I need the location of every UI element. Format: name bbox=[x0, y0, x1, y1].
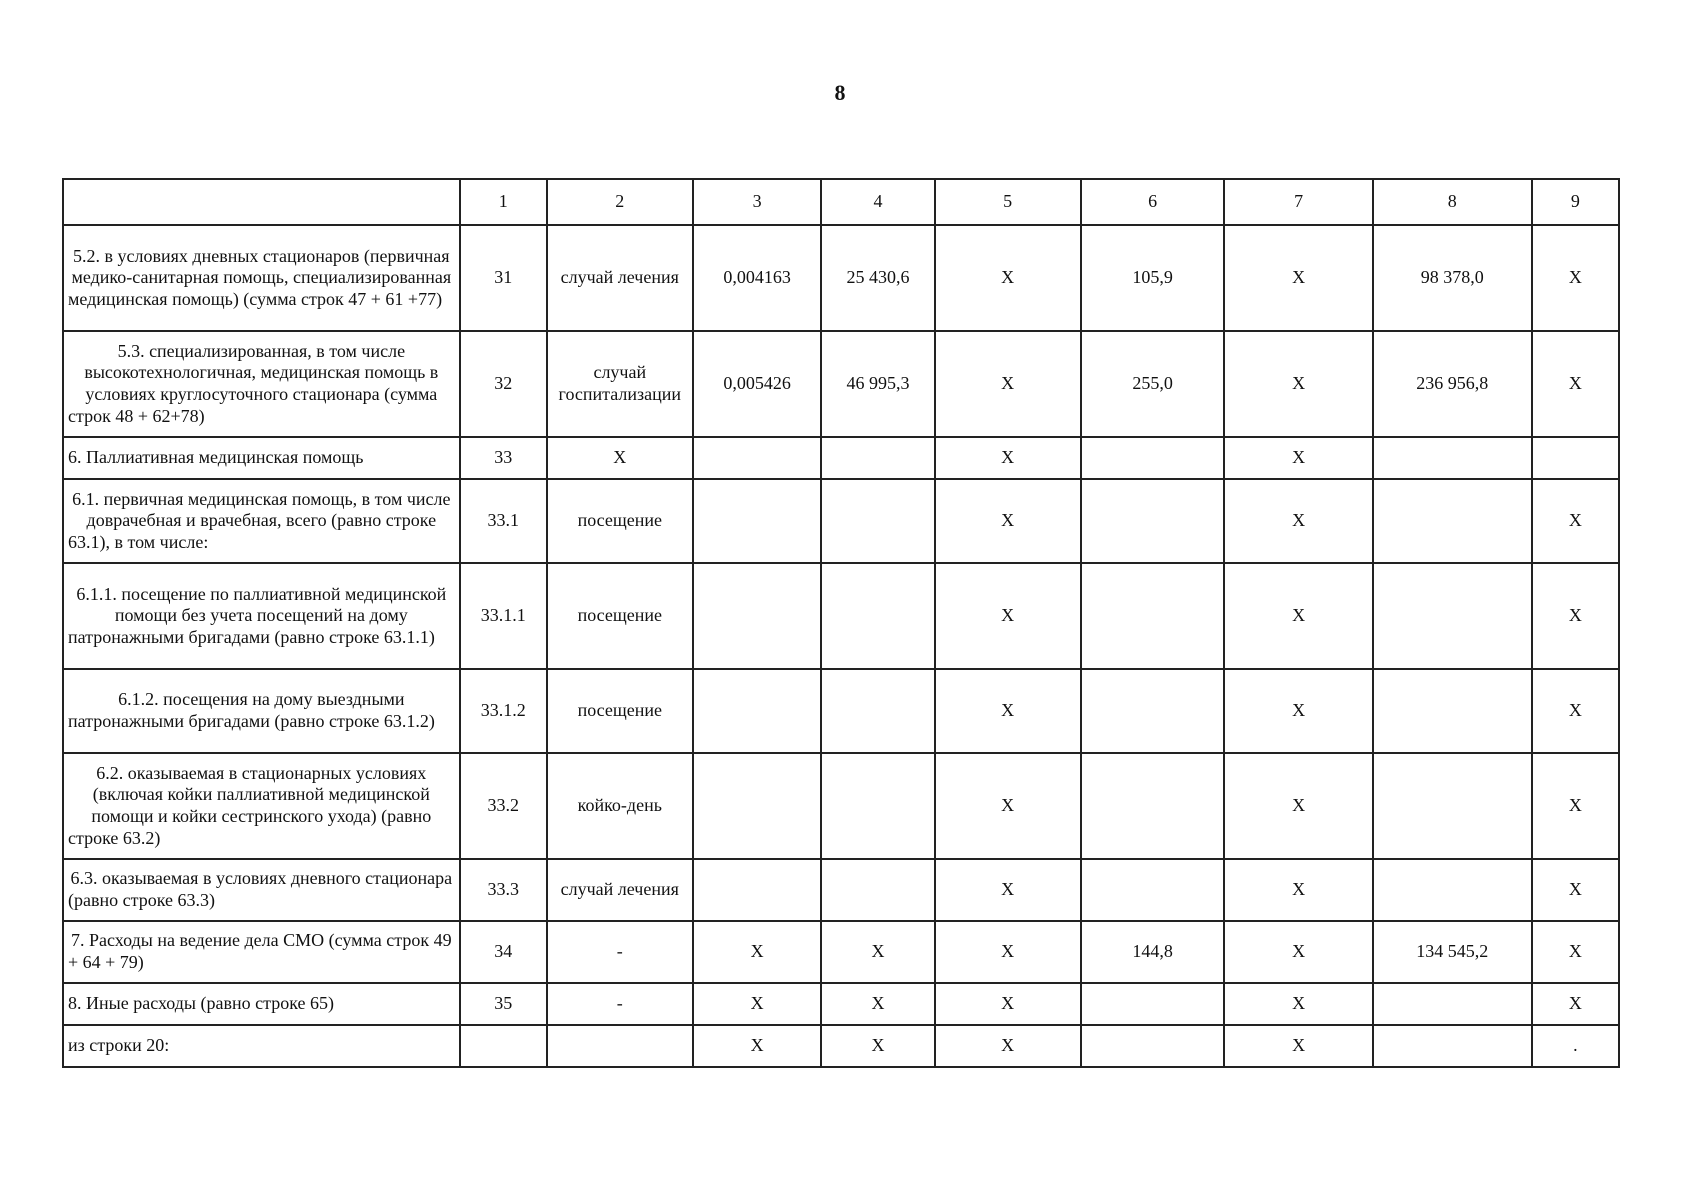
table-cell: X bbox=[1532, 669, 1619, 753]
header-cell: 3 bbox=[693, 179, 822, 225]
table-cell bbox=[1081, 563, 1225, 669]
budget-table bbox=[62, 178, 1620, 1068]
table-cell bbox=[1373, 983, 1532, 1025]
header-cell bbox=[63, 179, 460, 225]
table-row bbox=[63, 921, 1619, 983]
table-cell: 35 bbox=[460, 983, 547, 1025]
table-cell: X bbox=[1224, 1025, 1372, 1067]
table-row bbox=[63, 983, 1619, 1025]
table-cell: X bbox=[1224, 859, 1372, 921]
table-cell bbox=[1373, 437, 1532, 479]
table-cell: X bbox=[1224, 225, 1372, 331]
table-cell: X bbox=[693, 1025, 822, 1067]
table-cell: X bbox=[821, 983, 934, 1025]
table-cell: X bbox=[1224, 331, 1372, 437]
table-cell: X bbox=[1532, 479, 1619, 563]
table-cell: 25 430,6 bbox=[821, 225, 934, 331]
table-cell bbox=[1081, 479, 1225, 563]
table-row bbox=[63, 1025, 1619, 1067]
row-label-cell: 8. Иные расходы (равно строке 65) bbox=[63, 983, 460, 1025]
table-cell bbox=[1373, 479, 1532, 563]
table-cell: - bbox=[547, 983, 693, 1025]
table-cell: 0,004163 bbox=[693, 225, 822, 331]
row-label-cell: 6.3. оказываемая в условиях дневного стационара (равно строке 63.3) bbox=[63, 859, 460, 921]
table-cell: X bbox=[935, 437, 1081, 479]
table-cell: случай госпитализации bbox=[547, 331, 693, 437]
table-cell: 0,005426 bbox=[693, 331, 822, 437]
table-cell bbox=[460, 1025, 547, 1067]
table-cell: 33.3 bbox=[460, 859, 547, 921]
header-row bbox=[63, 179, 1619, 225]
table-cell bbox=[693, 563, 822, 669]
table-cell bbox=[1081, 983, 1225, 1025]
header-cell: 4 bbox=[821, 179, 934, 225]
table-cell: 33.1.1 bbox=[460, 563, 547, 669]
table-cell: X bbox=[1532, 859, 1619, 921]
table-row bbox=[63, 859, 1619, 921]
table-cell: X bbox=[1532, 331, 1619, 437]
table-cell: X bbox=[1532, 921, 1619, 983]
table-cell bbox=[1081, 753, 1225, 859]
header-cell: 2 bbox=[547, 179, 693, 225]
table-cell: 144,8 bbox=[1081, 921, 1225, 983]
table-cell: X bbox=[693, 983, 822, 1025]
table-row bbox=[63, 669, 1619, 753]
table-cell bbox=[821, 669, 934, 753]
table-cell: X bbox=[1224, 921, 1372, 983]
table-cell: посещение bbox=[547, 563, 693, 669]
table-row bbox=[63, 563, 1619, 669]
table-cell: 236 956,8 bbox=[1373, 331, 1532, 437]
table-cell: X bbox=[1224, 479, 1372, 563]
table-cell bbox=[693, 479, 822, 563]
row-label-cell: из строки 20: bbox=[63, 1025, 460, 1067]
table-cell bbox=[821, 437, 934, 479]
row-label-cell: 6. Паллиативная медицинская помощь bbox=[63, 437, 460, 479]
table-cell bbox=[1081, 859, 1225, 921]
table-cell: 31 bbox=[460, 225, 547, 331]
table-cell: X bbox=[1224, 669, 1372, 753]
table-cell: X bbox=[1532, 225, 1619, 331]
table-cell bbox=[1081, 669, 1225, 753]
table-cell: случай лечения bbox=[547, 859, 693, 921]
table-cell: 34 bbox=[460, 921, 547, 983]
table-cell bbox=[1373, 859, 1532, 921]
table-cell bbox=[1373, 563, 1532, 669]
table-cell: X bbox=[1532, 983, 1619, 1025]
table-cell: X bbox=[935, 753, 1081, 859]
table-cell: посещение bbox=[547, 669, 693, 753]
row-label-cell: 6.1.1. посещение по паллиативной медицинской помощи без учета посещений на дому патронажными бригадами (равно строке 63.1.1) bbox=[63, 563, 460, 669]
table-cell: X bbox=[1224, 753, 1372, 859]
table-cell: 46 995,3 bbox=[821, 331, 934, 437]
table-cell: X bbox=[1532, 563, 1619, 669]
row-label-cell: 7. Расходы на ведение дела СМО (сумма строк 49 + 64 + 79) bbox=[63, 921, 460, 983]
table-cell: случай лечения bbox=[547, 225, 693, 331]
row-label-cell: 6.1.2. посещения на дому выездными патронажными бригадами (равно строке 63.1.2) bbox=[63, 669, 460, 753]
table-cell bbox=[821, 859, 934, 921]
table-cell: 134 545,2 bbox=[1373, 921, 1532, 983]
table-cell bbox=[693, 859, 822, 921]
table-cell: X bbox=[1224, 983, 1372, 1025]
table-cell: X bbox=[821, 1025, 934, 1067]
table-cell bbox=[821, 479, 934, 563]
table-cell: X bbox=[935, 331, 1081, 437]
table-cell: посещение bbox=[547, 479, 693, 563]
table-cell: 255,0 bbox=[1081, 331, 1225, 437]
table-cell: X bbox=[821, 921, 934, 983]
table-cell: X bbox=[547, 437, 693, 479]
table-cell bbox=[1373, 753, 1532, 859]
table-cell bbox=[821, 753, 934, 859]
table-row bbox=[63, 479, 1619, 563]
table-cell: X bbox=[935, 921, 1081, 983]
table-cell: 33.1 bbox=[460, 479, 547, 563]
table-cell: 32 bbox=[460, 331, 547, 437]
table-cell: X bbox=[935, 479, 1081, 563]
table-cell: X bbox=[1224, 563, 1372, 669]
table-cell bbox=[1081, 1025, 1225, 1067]
table-cell bbox=[1532, 437, 1619, 479]
table-cell bbox=[821, 563, 934, 669]
row-label-cell: 5.3. специализированная, в том числе высокотехнологичная, медицинская помощь в условиях круглосуточного стационара (сумма строк 48 + 62+78) bbox=[63, 331, 460, 437]
table-cell: X bbox=[935, 563, 1081, 669]
table-cell bbox=[1373, 1025, 1532, 1067]
table-cell: X bbox=[935, 859, 1081, 921]
table-cell bbox=[693, 437, 822, 479]
table-cell: койко-день bbox=[547, 753, 693, 859]
row-label-cell: 6.2. оказываемая в стационарных условиях (включая койки паллиативной медицинской помощи и койки сестринского ухода) (равно строке 63.2) bbox=[63, 753, 460, 859]
table-cell bbox=[693, 669, 822, 753]
table-cell: 33 bbox=[460, 437, 547, 479]
table-row bbox=[63, 331, 1619, 437]
table-cell: 105,9 bbox=[1081, 225, 1225, 331]
table-cell: X bbox=[693, 921, 822, 983]
table-cell: . bbox=[1532, 1025, 1619, 1067]
table-cell bbox=[547, 1025, 693, 1067]
table-row bbox=[63, 225, 1619, 331]
table-cell: X bbox=[935, 983, 1081, 1025]
table-cell: X bbox=[1532, 753, 1619, 859]
table-cell: X bbox=[935, 225, 1081, 331]
table-cell: 33.2 bbox=[460, 753, 547, 859]
table-cell: X bbox=[935, 1025, 1081, 1067]
header-cell: 1 bbox=[460, 179, 547, 225]
row-label-cell: 5.2. в условиях дневных стационаров (первичная медико-санитарная помощь, специализированная медицинская помощь) (сумма строк 47 + 61 +77) bbox=[63, 225, 460, 331]
table-cell: X bbox=[935, 669, 1081, 753]
header-cell: 7 bbox=[1224, 179, 1372, 225]
header-cell: 9 bbox=[1532, 179, 1619, 225]
table-cell: 33.1.2 bbox=[460, 669, 547, 753]
table-row bbox=[63, 437, 1619, 479]
header-cell: 5 bbox=[935, 179, 1081, 225]
row-label-cell: 6.1. первичная медицинская помощь, в том числе доврачебная и врачебная, всего (равно строке 63.1), в том числе: bbox=[63, 479, 460, 563]
page-number: 8 bbox=[834, 80, 846, 105]
table-cell: - bbox=[547, 921, 693, 983]
table-cell bbox=[693, 753, 822, 859]
header-cell: 6 bbox=[1081, 179, 1225, 225]
table-row bbox=[63, 753, 1619, 859]
header-cell: 8 bbox=[1373, 179, 1532, 225]
table-cell: X bbox=[1224, 437, 1372, 479]
table-cell bbox=[1081, 437, 1225, 479]
table-cell bbox=[1373, 669, 1532, 753]
table-cell: 98 378,0 bbox=[1373, 225, 1532, 331]
